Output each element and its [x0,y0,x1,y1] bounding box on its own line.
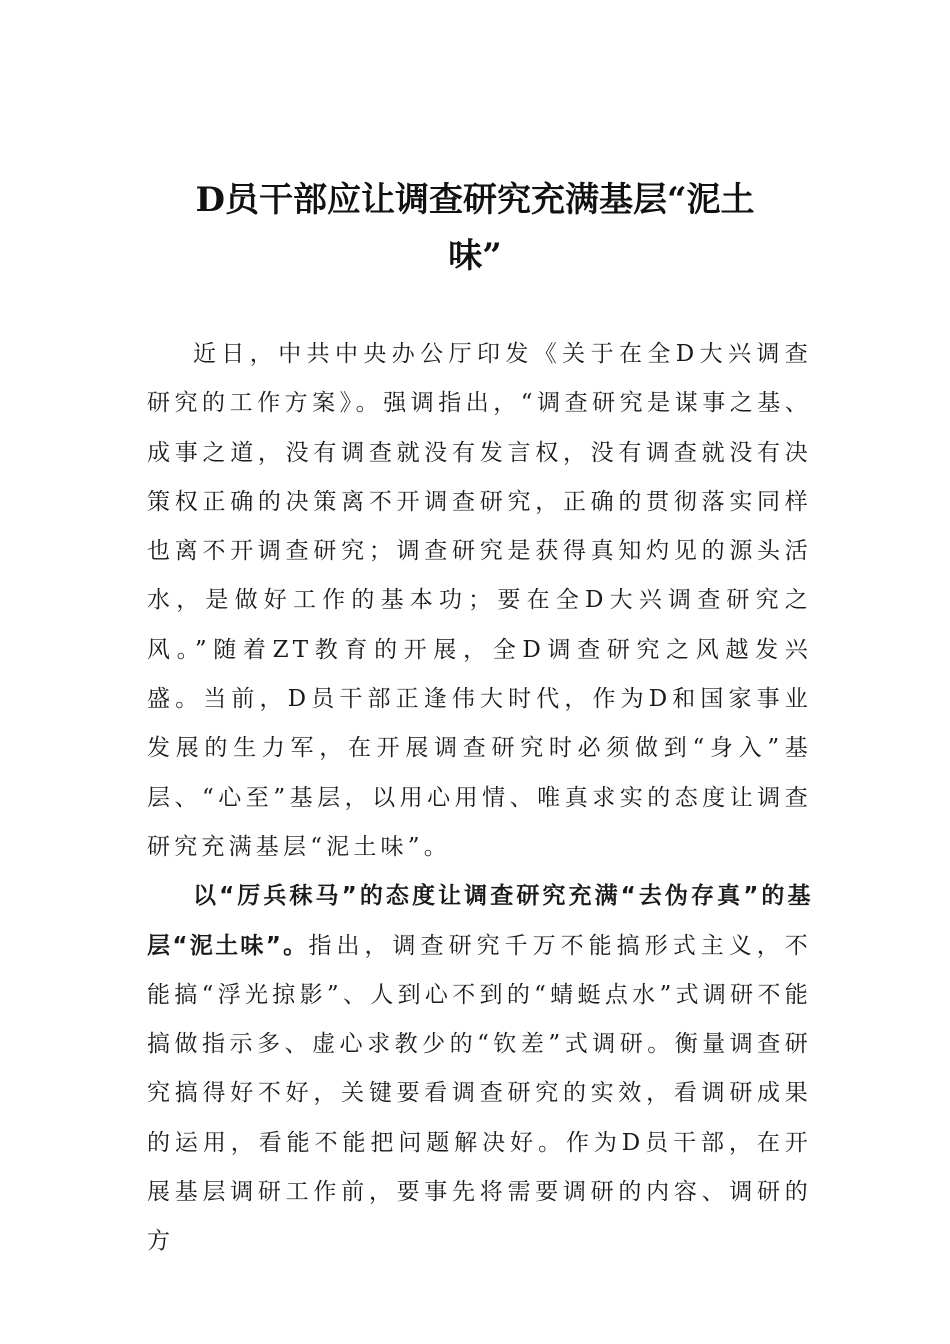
document-title: D员干部应让调查研究充满基层“泥土味” [195,180,755,276]
document-body [147,330,812,1267]
paragraph-1: 近日，中共中央办公厅印发《关于在全D大兴调查研究的工作方案》。强调指出，“调查研究是谋事之基、成事之道，没有调查就没有发言权，没有调查就没有决策权正确的决策离不开调查研究，正确的贯彻落实同样也离不开调查研究；调查研究是获得真知灼见的源头活水，是做好工作的基本功；要在全D大兴调查研究之风。”随着ZT教育的开展，全D调查研究之风越发兴盛。当前，D员干部正逢伟大时代，作为D和国家事业发展的生力军，在开展调查研究时必须做到“身入”基层、“心至”基层，以用心用情、唯真求实的态度让调查研究充满基层“泥土味”。 [147,341,812,860]
paragraph-2-text: 指出，调查研究千万不能搞形式主义，不能搞“浮光掠影”、人到心不到的“蜻蜓点水”式调研不能搞做指示多、虚心求教少的“钦差”式调研。衡量调查研究搞得好不好，关键要看调查研究的实效，看调研成果的运用，看能不能把问题解决好。作为D员干部，在开展基层调研工作前，要事先将需要调研的内容、调研的方 [147,932,812,1255]
paragraph-2-heading: 以“厉兵秣马”的态度让调查研究充满“去伪存真”的基层“泥土味”。 [147,883,812,959]
paragraph-2 [147,872,812,1266]
